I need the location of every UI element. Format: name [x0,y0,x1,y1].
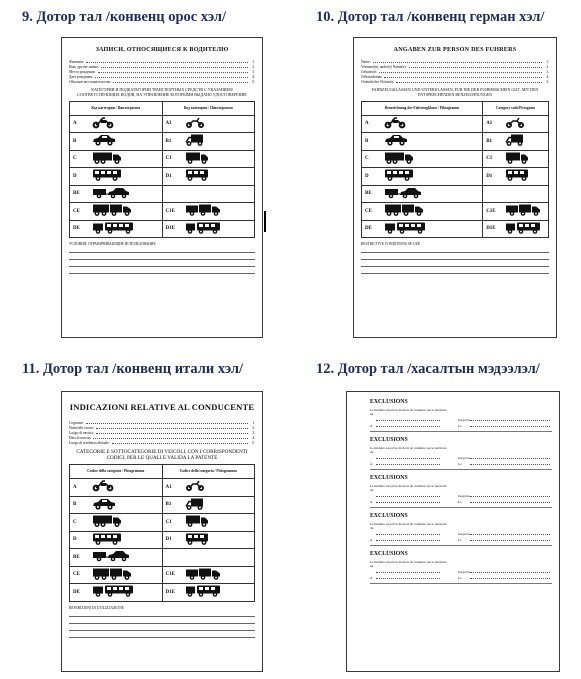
category-code: B1 [165,138,172,144]
field-number: 5. [252,441,255,445]
a-label: A [370,576,373,580]
truck-icon [384,151,414,166]
tricycle-icon [185,134,205,149]
category-code: A [73,484,77,490]
category-code: C1E [165,208,175,214]
card-title: ANGABEN ZUR PERSON DES FUHRERS [393,46,517,53]
table-row [70,115,255,133]
category-cell [362,133,483,151]
minibus-icon [185,169,209,184]
motorcycle-icon [384,117,406,131]
light-truck-trailer-icon [185,567,221,582]
light-motorcycle-icon [185,117,205,131]
bus-trailer-icon [92,585,134,600]
dotted-line [376,464,440,465]
category-cell [162,496,255,514]
dotted-line [384,77,542,78]
field-label: Data di nascita: [69,436,92,440]
tricycle-icon [185,497,205,512]
categories-note: FAHRZEUGKLASSEN UND UNTERKLASSEN, FUR DIE DER FUHRERSCHEIN GILT, MIT DEN ENTSPRECHENDEN BENZEICHNUNGEN [371,87,539,97]
field-label: Luogo di nascita: [69,431,94,435]
field-number: 2. [252,65,255,69]
table-row [362,115,549,133]
exclusion-text: Le titulaire est prive du droit de conduire sur le territoire de [370,522,447,530]
field-label: Vorname(n), ander(e) Name(n): [361,65,407,69]
category-cell [362,203,483,221]
category-cell [362,150,483,168]
exclusion-heading: EXCLUSIONS [370,551,408,557]
blank-line [69,253,255,260]
category-cell [70,185,163,203]
category-code: BE [73,554,80,560]
dotted-line [470,464,550,465]
category-cell [70,133,163,151]
category-cell [162,150,255,168]
category-code: C1 [165,156,172,162]
personal-field [361,79,549,84]
table-row [362,185,549,203]
field-number: 1. [546,60,549,64]
section-title-9: 9. Дотор тал /конвенц орос хэл/ [22,9,227,25]
blank-line [370,428,552,432]
dotted-line [470,540,550,541]
minibus-icon [185,532,209,547]
car-trailer-icon [92,187,130,201]
jusqu-label: Jusqu'au [458,456,470,460]
exclusion-text: Le titulaire est prive du droit de conduire sur le territoire de [370,560,447,568]
dotted-line [470,496,550,497]
category-code: C [365,156,369,162]
a-label: A [370,424,373,428]
category-cell [362,168,483,186]
exclusion-heading: EXCLUSIONS [370,513,408,519]
category-code: C1E [165,572,175,578]
category-cell [162,566,255,584]
le-label: Le [458,462,462,466]
dotted-line [98,72,248,73]
dotted-line [376,578,440,579]
field-label: Ordentlicher Wohnsitz: [361,80,395,84]
category-code: D1 [486,173,493,179]
category-cell [162,133,255,151]
category-cell [70,220,163,238]
category-code: D1 [165,173,172,179]
dotted-line [376,502,440,503]
exclusion-block [354,513,552,546]
category-code: DE [73,589,80,595]
category-cell [162,220,255,238]
category-cell [483,220,549,238]
category-code: C1 [165,519,172,525]
dotted-line [396,82,542,83]
table-row [70,479,255,497]
category-cell [162,203,255,221]
category-cell [483,203,549,221]
blank-line [69,260,255,267]
table-row [70,531,255,549]
category-code: A [73,121,77,127]
dotted-line [112,443,248,444]
category-code: B1 [486,138,493,144]
blank-line [361,260,549,267]
jusqu-label: Jusqu'au [458,494,470,498]
minibus-icon [505,169,529,184]
exclusion-heading: EXCLUSIONS [370,399,408,405]
exclusion-block [354,399,552,432]
table-row [70,496,255,514]
a-label: A [370,538,373,542]
dotted-line [379,72,542,73]
license-page-exclusions [346,391,560,672]
bus-trailer-icon [92,221,134,236]
category-code: DE [365,226,372,232]
category-code: BE [365,191,372,197]
dotted-line [376,540,440,541]
field-number: 4. [252,75,255,79]
column-header: Category code/Pictogram [483,101,549,115]
license-page-italian [61,391,263,672]
dotted-line [376,534,440,535]
dotted-line [470,578,550,579]
category-code: C [73,156,77,162]
dotted-line [470,534,550,535]
a-label: A [370,500,373,504]
dotted-line [113,82,248,83]
dotted-line [86,423,248,424]
table-row [70,220,255,238]
category-code: B [73,502,77,508]
category-code: D1E [165,589,175,595]
dotted-line [96,428,248,429]
category-cell [483,185,549,203]
table-row [70,133,255,151]
field-number: 2. [546,65,549,69]
section-title-11: 11. Дотор тал /конвенц итали хэл/ [22,361,244,377]
dotted-line [93,438,248,439]
field-label: Name: [361,60,371,64]
category-code: D1 [165,537,172,543]
category-cell [162,514,255,532]
light-motorcycle-icon [185,480,205,494]
category-code: B [73,138,77,144]
category-cell [70,496,163,514]
car-icon [92,498,116,512]
column-header: Код категории / Пиктограмма [70,101,163,115]
table-row [362,220,549,238]
category-cell [483,168,549,186]
category-cell [70,584,163,602]
dotted-line [409,67,542,68]
category-cell [70,531,163,549]
blank-line [361,246,549,253]
dotted-line [373,62,542,63]
light-truck-icon [505,151,529,166]
blank-line [69,267,255,274]
dotted-line [376,458,440,459]
table-row [70,549,255,567]
table-row [70,584,255,602]
table-row [70,514,255,532]
field-number: 4. [252,436,255,440]
text-cursor [264,211,266,232]
category-code: C [73,519,77,525]
car-trailer-icon [92,550,130,564]
category-cell [70,203,163,221]
table-row [70,150,255,168]
category-table [69,101,255,239]
minibus-trailer-icon [185,585,221,600]
section-title-12: 12. Дотор тал /хасалтын мэдээлэл/ [316,361,540,377]
category-cell [70,566,163,584]
exclusion-block [354,437,552,470]
category-cell [162,479,255,497]
category-cell [162,185,255,203]
blank-line [69,246,255,253]
personal-field [69,79,255,84]
light-motorcycle-icon [505,117,525,131]
category-cell [483,150,549,168]
field-number: 3. [546,70,549,74]
exclusion-text: Le titulaire est prive du droit de conduire sur le territoire de [370,484,447,492]
field-label: Дата рождения: [69,75,93,79]
field-label: Nome/altri nomi: [69,426,94,430]
blank-line [370,504,552,508]
category-code: D [73,537,77,543]
column-header: Benzeichnung der Fahrzeugklasse / Piktogramm [362,101,483,115]
bus-trailer-icon [384,221,426,236]
blank-line [361,253,549,260]
restrictions-label: RESTRIZIONI DI UTILIZZAZIONE [69,605,124,610]
field-number: 4. [546,75,549,79]
dotted-line [470,572,550,573]
dotted-line [96,433,248,434]
restrictions-label: RESTRICTIVE CONDITIONS OF USE [361,242,420,247]
category-code: DE [73,226,80,232]
tricycle-icon [505,134,525,149]
le-label: Le [458,538,462,542]
table-row [70,185,255,203]
table-row [362,168,549,186]
category-code: D [73,173,77,179]
category-cell [70,549,163,567]
column-header: Код категории / Пиктограмма [162,101,255,115]
category-cell [70,514,163,532]
a-label: A [370,462,373,466]
blank-line [69,631,255,638]
category-cell [362,220,483,238]
truck-trailer-icon [92,204,132,219]
restrictions-label: УСЛОВИЯ, ОГРАНИЧИВАЮЩИЕ ИСПОЛЬЗОВАНИЕ [69,242,156,247]
category-code: C1E [486,208,496,214]
category-code: CE [73,208,80,214]
category-cell [483,133,549,151]
dotted-line [470,458,550,459]
truck-icon [92,151,122,166]
categories-note: CATEGORIE E SOTTOCATEGORIE DI VEICOLI, CON I CORRISPONDENTI CODICI, PER LE QUALI E VALIDA LA PATENTE [76,449,248,461]
field-number: 3. [252,70,255,74]
category-cell [162,549,255,567]
dotted-line [376,496,440,497]
field-label: Luogo di residenza abituale: [69,441,110,445]
truck-trailer-icon [384,204,424,219]
category-cell [70,168,163,186]
car-trailer-icon [384,187,422,201]
field-label: Geburtsort: [361,70,378,74]
field-label: Имя, другие имена: [69,65,99,69]
dotted-line [86,62,248,63]
field-label: Место рождения: [69,70,96,74]
category-cell [162,584,255,602]
le-label: Le [458,500,462,504]
category-code: D1E [165,226,175,232]
category-cell [362,115,483,133]
truck-icon [92,515,122,530]
light-truck-icon [185,151,209,166]
license-page-russian [61,37,263,338]
dotted-line [376,426,440,427]
category-cell [362,185,483,203]
table-row [362,150,549,168]
dotted-line [470,420,550,421]
field-number: 2. [252,426,255,430]
exclusion-heading: EXCLUSIONS [370,475,408,481]
category-table [361,101,549,239]
category-code: B [365,138,369,144]
jusqu-label: Jusqu'au [458,570,470,574]
dotted-line [101,67,248,68]
category-code: A1 [486,121,493,127]
truck-trailer-icon [92,567,132,582]
car-icon [384,134,408,148]
field-number: 5. [252,80,255,84]
section-title-10: 10. Дотор тал /конвенц герман хэл/ [316,9,545,25]
field-label: Cognome: [69,421,84,425]
category-code: A [365,121,369,127]
bus-icon [384,169,414,184]
jusqu-label: Jusqu'au [458,532,470,536]
le-label: Le [458,424,462,428]
blank-line [370,466,552,470]
dotted-line [376,420,440,421]
exclusion-text: Le titulaire est prive du droit de conduire sur le territoire de [370,446,447,454]
column-header: Codice della categoria / Pittogramma [70,465,163,479]
bus-icon [92,532,122,547]
category-cell [483,115,549,133]
table-row [362,133,549,151]
table-row [70,566,255,584]
field-number: 5. [546,80,549,84]
field-label: Geburtsdatum: [361,75,383,79]
dotted-line [470,502,550,503]
field-label: Обычное местожительство: [69,80,112,84]
category-code: A1 [165,121,172,127]
category-code: CE [73,572,80,578]
blank-line [370,580,552,584]
blank-line [69,624,255,631]
blank-line [361,267,549,274]
card-title: INDICAZIONI RELATIVE AL CONDUCENTE [69,402,255,412]
dotted-line [470,426,550,427]
field-label: Фамилия: [69,60,84,64]
category-code: CE [365,208,372,214]
jusqu-label: Jusqu'au [458,418,470,422]
car-icon [92,134,116,148]
minibus-trailer-icon [185,221,221,236]
motorcycle-icon [92,117,114,131]
blank-line [370,542,552,546]
category-code: D1E [486,226,496,232]
light-truck-trailer-icon [505,204,541,219]
light-truck-trailer-icon [185,204,221,219]
personal-field [69,440,255,445]
le-label: Le [458,576,462,580]
exclusion-block [354,475,552,508]
category-cell [70,479,163,497]
column-header: Codice della categoria / Pittogramma [162,465,255,479]
category-table [69,464,255,602]
exclusion-text: Le titulaire est prive du droit de conduire sur le territoire de [370,408,447,416]
table-row [70,168,255,186]
category-code: D [365,173,369,179]
categories-note: КАТЕГОРИИ И ПОДКАТЕГОРИИ ТРАНСПОРТНЫХ СРЕДСТВ С УКАЗАНИЕМ СООТВЕТСТВУЮЩИХ КОДОВ, НА УПРАВЛЕНИЕ КОТОРЫМИ ВЫДАНО УДОСТОВЕРЕНИЕ [77,87,247,97]
category-code: A1 [165,484,172,490]
field-number: 1. [252,421,255,425]
category-cell [70,150,163,168]
license-page-german [353,37,557,338]
card-title: ЗАПИСИ, ОТНОСЯЩИЕСЯ К ВОДИТЕЛЮ [95,46,229,53]
exclusion-block [354,551,552,584]
dotted-line [376,572,440,573]
bus-icon [92,169,122,184]
motorcycle-icon [92,480,114,494]
category-cell [162,531,255,549]
field-number: 3. [252,431,255,435]
category-cell [162,168,255,186]
category-code: B1 [165,502,172,508]
light-truck-icon [185,515,209,530]
category-cell [162,115,255,133]
blank-line [69,610,255,617]
exclusion-heading: EXCLUSIONS [370,437,408,443]
blank-line [69,617,255,624]
minibus-trailer-icon [505,221,541,236]
category-code: BE [73,191,80,197]
category-cell [70,115,163,133]
category-code: C1 [486,156,493,162]
dotted-line [95,77,248,78]
table-row [362,203,549,221]
table-row [70,203,255,221]
field-number: 1. [252,60,255,64]
